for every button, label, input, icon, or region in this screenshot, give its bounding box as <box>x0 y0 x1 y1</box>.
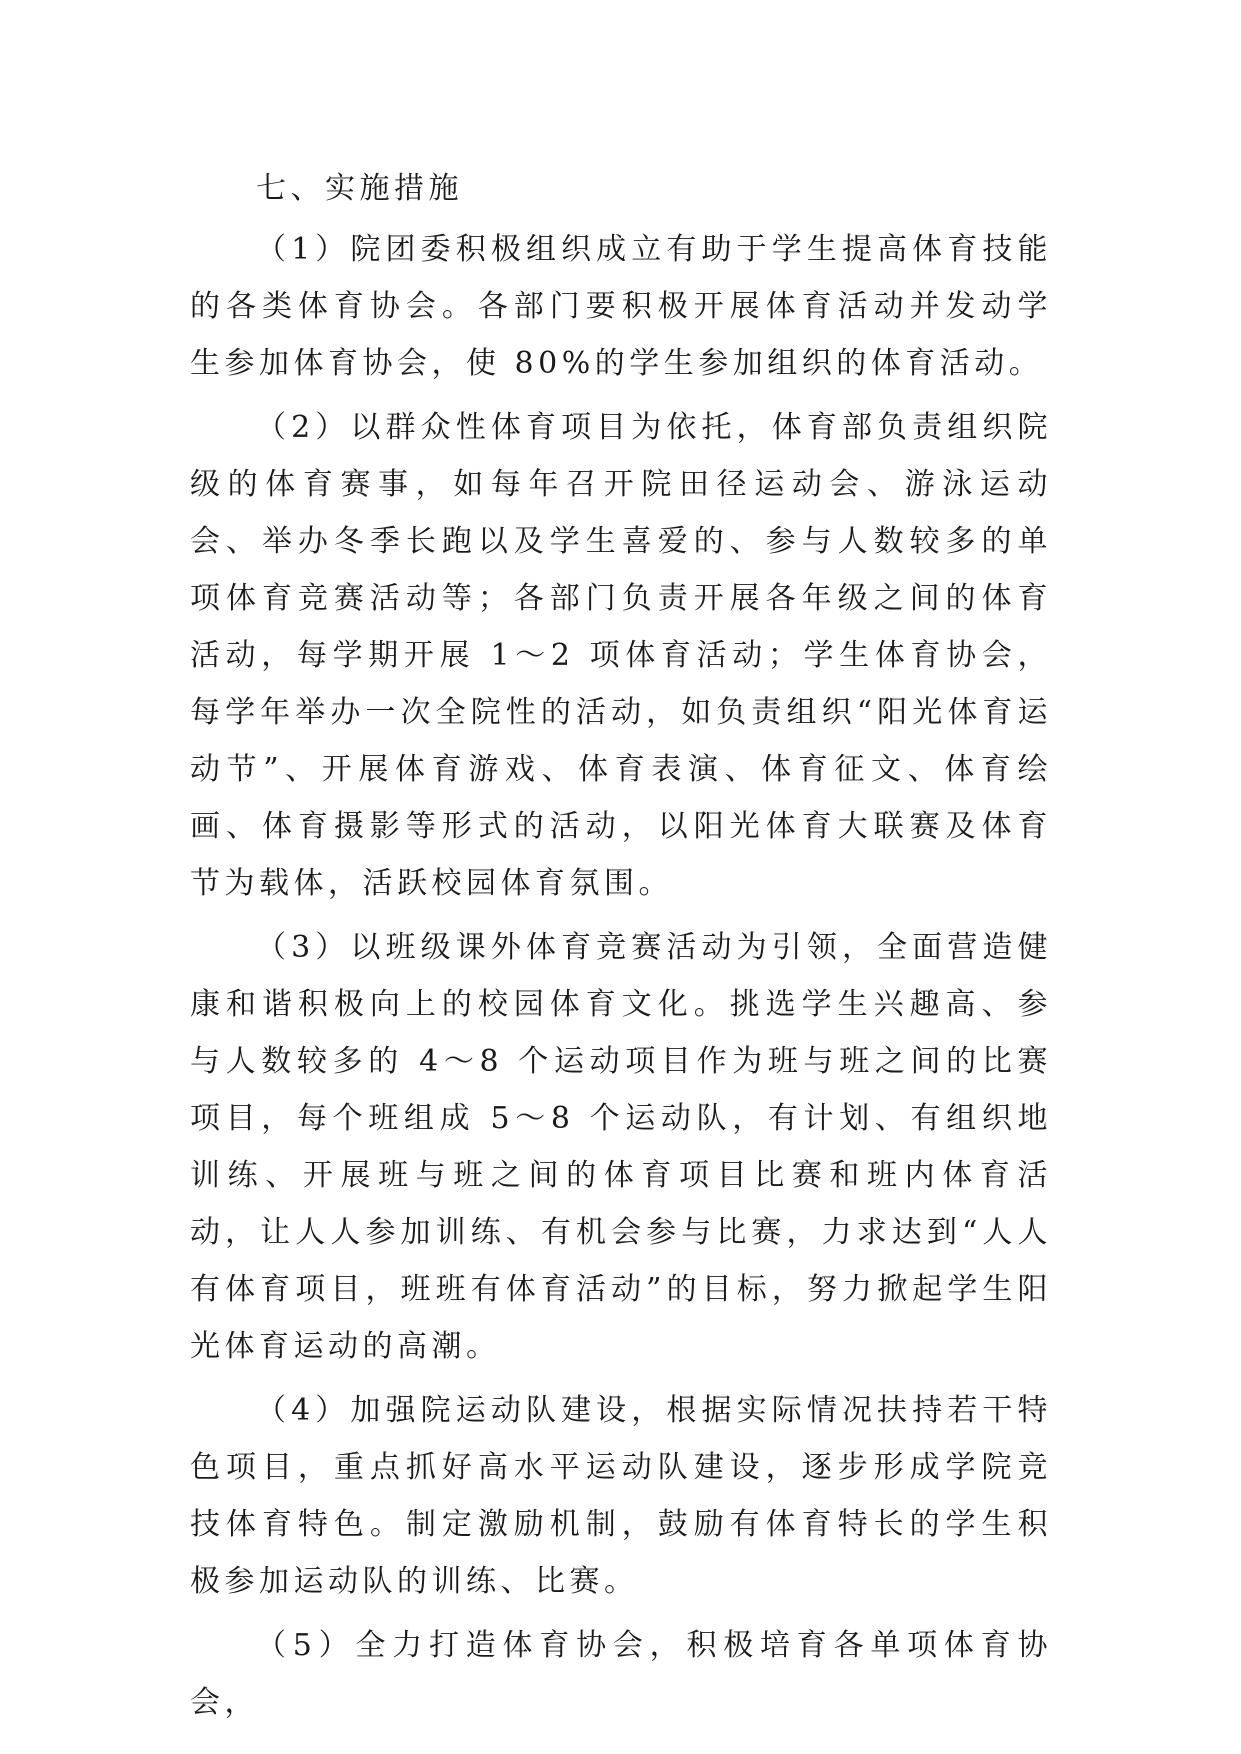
paragraph-4: （4）加强院运动队建设，根据实际情况扶持若干特色项目，重点抓好高水平运动队建设，逐步形成学院竞技体育特色。制定激励机制，鼓励有体育特长的学生积极参加运动队的训练、比赛。 <box>190 1393 1052 1599</box>
document-page <box>190 160 1052 1738</box>
section-heading: 七、实施措施 <box>256 171 463 206</box>
paragraph-1: （1）院团委积极组织成立有助于学生提高体育技能的各类体育协会。各部门要积极开展体育活动并发动学生参加体育协会，使 80%的学生参加组织的体育活动。 <box>190 232 1052 381</box>
paragraph-2: （2）以群众性体育项目为依托，体育部负责组织院级的体育赛事，如每年召开院田径运动会、游泳运动会、举办冬季长跑以及学生喜爱的、参与人数较多的单项体育竞赛活动等；各部门负责开展各年级之间的体育活动，每学期开展 1～2 项体育活动；学生体育协会，每学年举办一次全院性的活动，如负责组织“阳光体育运动节”、开展体育游戏、体育表演、体育征文、体育绘画、体育摄影等形式的活动，以阳光体育大联赛及体育节为载体，活跃校园体育氛围。 <box>190 410 1052 901</box>
paragraph-3: （3）以班级课外体育竞赛活动为引领，全面营造健康和谐积极向上的校园体育文化。挑选学生兴趣高、参与人数较多的 4～8 个运动项目作为班与班之间的比赛项目，每个班组成 5～8 个运动队，有计划、有组织地训练、开展班与班之间的体育项目比赛和班内体育活动，让人人参加训练、有机会参与比赛，力求达到“人人有体育项目，班班有体育活动”的目标，努力掀起学生阳光体育运动的高潮。 <box>190 930 1052 1364</box>
paragraph-5: （5）全力打造体育协会，积极培育各单项体育协会， <box>190 1628 1052 1720</box>
